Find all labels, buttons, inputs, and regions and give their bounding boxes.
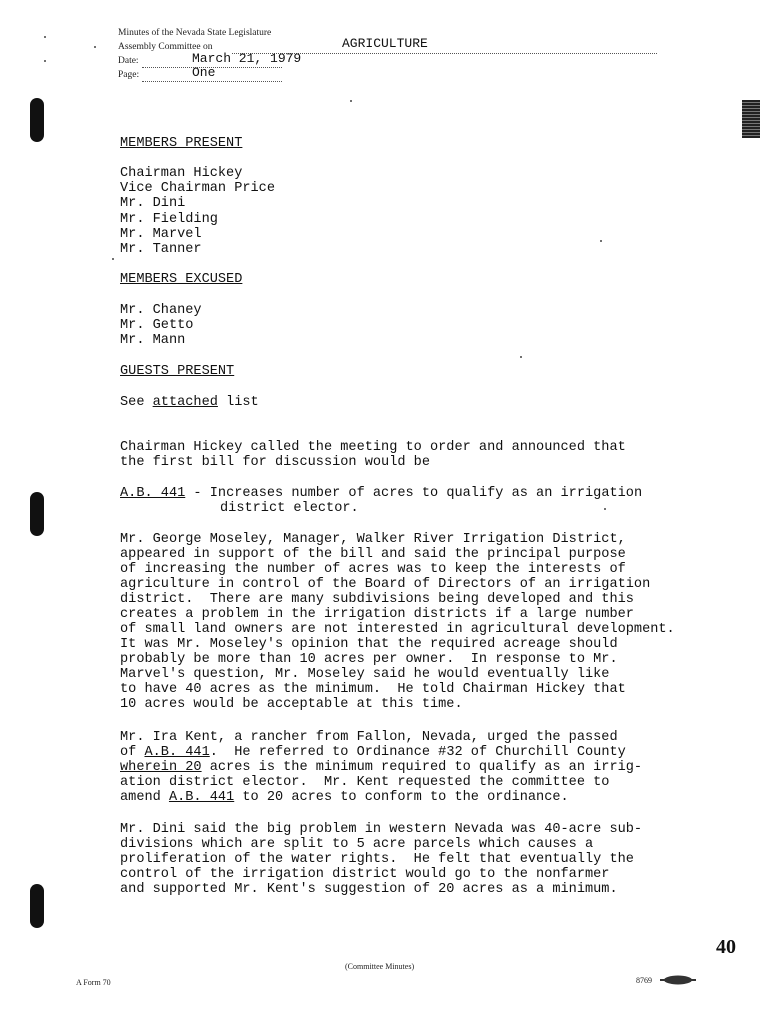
bill-dash: - (185, 486, 210, 501)
moseley-line: appeared in support of the bill and said the principal purpose (120, 547, 626, 562)
kent-l2-pre: of (120, 745, 145, 760)
speck (112, 258, 114, 260)
page-label: Page: (118, 70, 140, 80)
kent-line (120, 790, 569, 805)
guests-present-heading: GUESTS PRESENT (120, 364, 235, 379)
members-present-heading: MEMBERS PRESENT (120, 136, 243, 151)
kent-line (120, 760, 642, 775)
committee-label: Assembly Committee on (118, 42, 213, 52)
dini-line: proliferation of the water rights. He felt that eventually the (120, 852, 634, 867)
speck (94, 46, 96, 48)
binder-hole-top (30, 98, 44, 142)
date-label: Date: (118, 56, 139, 66)
guests-line (120, 395, 259, 410)
members-excused-heading: MEMBERS EXCUSED (120, 272, 243, 287)
moseley-line: district. There are many subdivisions being developed and this (120, 592, 634, 607)
binder-hole-bottom (30, 884, 44, 928)
moseley-line: creates a problem in the irrigation districts if a large number (120, 607, 634, 622)
dini-line: control of the irrigation district would go to the nonfarmer (120, 867, 610, 882)
bill-id: A.B. 441 (120, 486, 186, 501)
attached-link: attached (152, 395, 218, 410)
moseley-line: probably be more than 10 acres per owner. In response to Mr. (120, 652, 618, 667)
see-suffix: list (217, 395, 259, 410)
binder-hole-middle (30, 492, 44, 536)
date-value: March 21, 1979 (192, 51, 302, 66)
legislature-line: Minutes of the Nevada State Legislature (118, 28, 272, 38)
moseley-line: It was Mr. Moseley's opinion that the required acreage should (120, 637, 618, 652)
dini-line: divisions which are split to 5 acre parcels which causes a (120, 837, 594, 852)
moseley-line: Marvel's question, Mr. Moseley said he would eventually like (120, 667, 610, 682)
bill-desc-2: district elector. (220, 501, 359, 516)
member-present: Mr. Dini (120, 196, 186, 211)
committee-minutes-label: (Committee Minutes) (345, 962, 415, 971)
moseley-line: of small land owners are not interested in agricultural development. (120, 622, 675, 637)
ab441-ref: A.B. 441 (168, 790, 235, 805)
bill-title-line (120, 486, 642, 501)
speck (350, 100, 352, 102)
moseley-line: Mr. George Moseley, Manager, Walker River Irrigation District, (120, 532, 626, 547)
page-number: 40 (716, 936, 736, 958)
dini-line: Mr. Dini said the big problem in western Nevada was 40-acre sub- (120, 822, 643, 837)
kent-l3-post: acres is the minimum required to qualify as an irrig- (201, 760, 643, 775)
speck (604, 508, 606, 510)
intro-line: Chairman Hickey called the meeting to order and announced that (120, 440, 626, 455)
kent-line: ation district elector. Mr. Kent requested the committee to (120, 775, 610, 790)
footer-code: 8769 (636, 976, 652, 985)
index-tab-mark (742, 100, 760, 138)
committee-value: AGRICULTURE (342, 36, 428, 51)
member-excused: Mr. Mann (120, 333, 186, 348)
union-bug-icon (658, 974, 698, 986)
form-number: A Form 70 (76, 978, 111, 987)
page-value: One (192, 65, 216, 80)
kent-line: Mr. Ira Kent, a rancher from Fallon, Nevada, urged the passed (120, 730, 618, 745)
kent-l5-post: to 20 acres to conform to the ordinance. (234, 790, 569, 805)
moseley-line: agriculture in control of the Board of Directors of an irrigation (120, 577, 651, 592)
moseley-line: of increasing the number of acres was to keep the interests of (120, 562, 626, 577)
kent-l5-pre: amend (120, 790, 169, 805)
speck (520, 356, 522, 358)
member-present: Mr. Tanner (120, 242, 202, 257)
member-present: Vice Chairman Price (120, 181, 275, 196)
moseley-line: to have 40 acres as the minimum. He told Chairman Hickey that (120, 682, 626, 697)
wherein-20-ref: wherein 20 (120, 760, 202, 775)
member-present: Chairman Hickey (120, 166, 243, 181)
intro-line: the first bill for discussion would be (120, 455, 430, 470)
moseley-line: 10 acres would be acceptable at this time. (120, 697, 463, 712)
kent-l2-post: . He referred to Ordinance #32 of Churchill County (209, 745, 626, 760)
see-prefix: See (120, 395, 153, 410)
ab441-ref: A.B. 441 (144, 745, 210, 760)
dini-line: and supported Mr. Kent's suggestion of 20 acres as a minimum. (120, 882, 618, 897)
speck (600, 240, 602, 242)
page-rule (142, 81, 282, 82)
member-excused: Mr. Getto (120, 318, 194, 333)
speck (44, 36, 46, 38)
member-present: Mr. Marvel (120, 227, 202, 242)
member-excused: Mr. Chaney (120, 303, 202, 318)
speck (44, 60, 46, 62)
kent-line (120, 745, 626, 760)
bill-desc-1: Increases number of acres to qualify as an irrigation (209, 486, 643, 501)
member-present: Mr. Fielding (120, 212, 218, 227)
